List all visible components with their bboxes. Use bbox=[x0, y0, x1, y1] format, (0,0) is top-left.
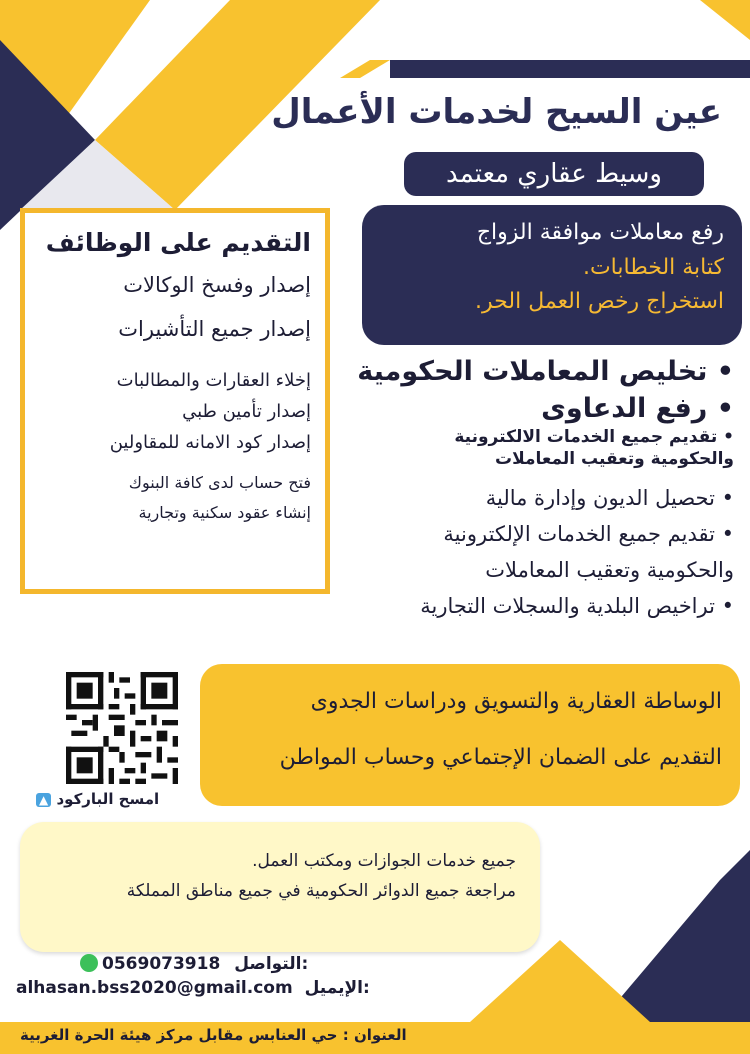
info-line: مراجعة جميع الدوائر الحكومية في جميع مناطق المملكة bbox=[126, 881, 516, 901]
whatsapp-icon bbox=[80, 954, 98, 972]
navy-line: كتابة الخطابات. bbox=[582, 255, 724, 280]
list-item: • تقديم جميع الخدمات الإلكترونية bbox=[443, 522, 734, 546]
subtitle-badge: وسيط عقاري معتمد bbox=[404, 152, 704, 196]
navy-line: رفع معاملات موافقة الزواج bbox=[476, 220, 724, 245]
list-item: إصدار تأمين طبي bbox=[182, 401, 311, 422]
list-item: فتح حساب لدى كافة البنوك bbox=[128, 473, 311, 492]
play-icon: ▲ bbox=[36, 793, 51, 807]
list-item: • تراخيص البلدية والسجلات التجارية bbox=[420, 594, 734, 618]
left-box-heading: التقديم على الوظائف bbox=[45, 228, 311, 257]
info-line: جميع خدمات الجوازات ومكتب العمل. bbox=[252, 851, 516, 871]
list-item: إصدار كود الامانه للمقاولين bbox=[109, 432, 311, 453]
list-item: إصدار وفسخ الوكالات bbox=[123, 273, 311, 297]
navy-services-box bbox=[362, 205, 742, 345]
phone-label: التواصل: bbox=[234, 954, 309, 974]
left-services-box bbox=[20, 208, 330, 594]
contact-email bbox=[16, 978, 370, 998]
highlight-line: الوساطة العقارية والتسويق ودراسات الجدوى bbox=[310, 689, 722, 714]
yellow-highlight-box bbox=[200, 664, 740, 806]
page-title: عين السيح لخدمات الأعمال bbox=[271, 92, 722, 132]
email-address[interactable]: alhasan.bss2020@gmail.com bbox=[16, 978, 293, 998]
contact-phone bbox=[80, 954, 308, 974]
list-item: • تخليص المعاملات الحكومية bbox=[357, 356, 734, 387]
list-item: إخلاء العقارات والمطالبات bbox=[116, 370, 311, 391]
footer-address: العنوان : حي العنابس مقابل مركز هيئة الحرة الغربية bbox=[20, 1026, 407, 1044]
list-item: • تحصيل الديون وإدارة مالية bbox=[485, 486, 734, 510]
scan-barcode-label: امسح الباركود ▲ bbox=[36, 790, 159, 808]
list-item: والحكومية وتعقيب المعاملات bbox=[494, 449, 734, 469]
highlight-line: التقديم على الضمان الإجتماعي وحساب المواطن bbox=[279, 745, 722, 770]
list-item: إصدار جميع التأشيرات bbox=[118, 317, 311, 341]
navy-line: استخراج رخص العمل الحر. bbox=[475, 289, 724, 314]
email-label: الإيميل: bbox=[304, 978, 370, 998]
list-item: والحكومية وتعقيب المعاملات bbox=[485, 558, 734, 582]
list-item: إنشاء عقود سكنية وتجارية bbox=[138, 503, 311, 522]
list-item: • تقديم جميع الخدمات الالكترونية bbox=[454, 427, 734, 447]
bullet-list bbox=[314, 352, 734, 624]
qr-code-icon[interactable] bbox=[66, 672, 178, 784]
cream-info-box bbox=[20, 822, 540, 952]
list-item: • رفع الدعاوى bbox=[541, 393, 734, 424]
phone-number[interactable]: 0569073918 bbox=[102, 954, 221, 974]
